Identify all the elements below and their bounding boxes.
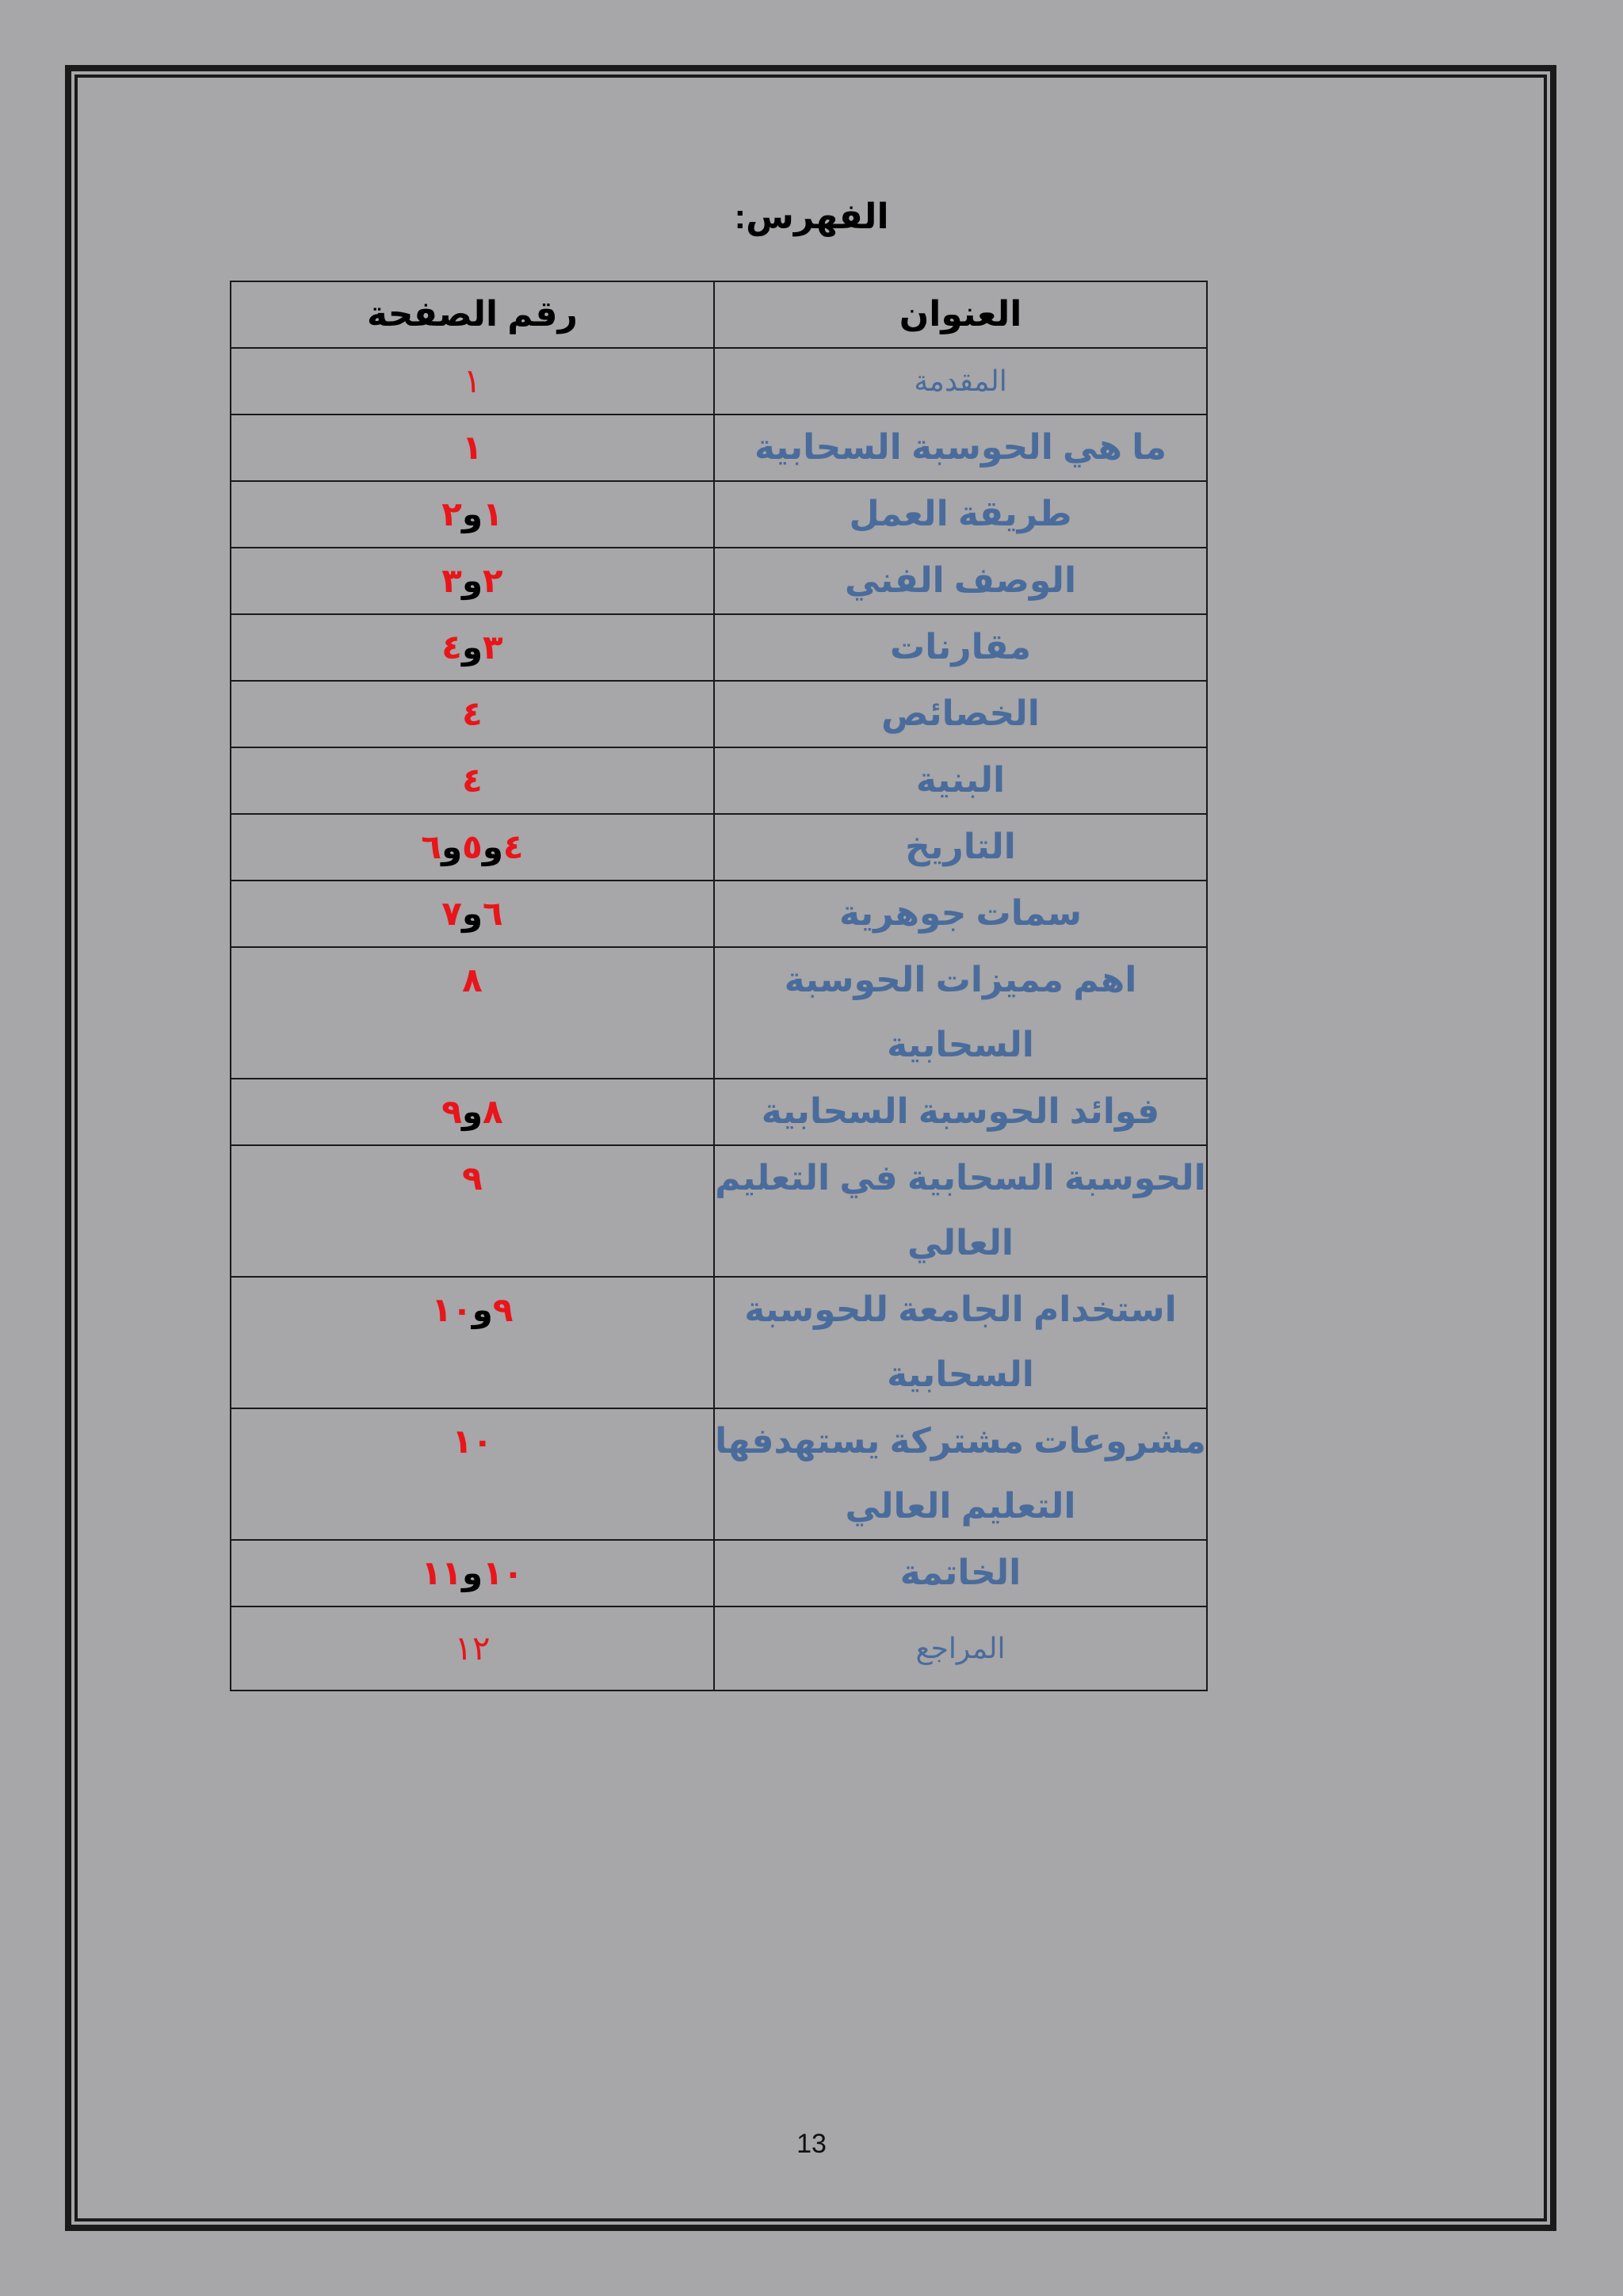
entry-title: ما هي الحوسبة السحابية [714, 415, 1207, 481]
page-separator: و [461, 628, 483, 666]
table-row [231, 681, 1207, 747]
table-row [231, 1606, 1207, 1690]
page-ref: ٩ [462, 1159, 483, 1197]
page-ref: ١٠ [431, 1291, 472, 1328]
table-row [231, 481, 1207, 548]
entry-title: مقارنات [714, 614, 1207, 681]
page-ref: ٧ [441, 895, 462, 932]
page-ref: ٦ [483, 895, 503, 932]
entry-pages [231, 415, 714, 481]
table-row [231, 747, 1207, 814]
page-ref: ٤ [502, 828, 524, 865]
page-ref: ١٠ [452, 1423, 493, 1460]
page-ref: ٤ [441, 628, 462, 666]
entry-title: المقدمة [714, 348, 1207, 415]
page-ref: ٩ [492, 1291, 514, 1328]
page-ref: ٢ [441, 495, 462, 533]
table-row [231, 814, 1207, 881]
entry-title: فوائد الحوسبة السحابية [714, 1079, 1207, 1145]
table-header-row [231, 281, 1207, 348]
header-page-number: رقم الصفحة [231, 281, 714, 348]
entry-pages [231, 348, 714, 415]
entry-title: سمات جوهرية [714, 881, 1207, 947]
entry-title: الوصف الفني [714, 548, 1207, 614]
page-separator: و [461, 562, 483, 599]
table-row [231, 348, 1207, 415]
table-of-contents [230, 281, 1208, 1691]
page-separator: و [461, 1554, 483, 1591]
table-row [231, 548, 1207, 614]
page-ref: ١ [463, 362, 482, 399]
page-separator: و [461, 495, 483, 533]
entry-title: الخاتمة [714, 1540, 1207, 1606]
entry-title: طريقة العمل [714, 481, 1207, 548]
entry-title: المراجع [714, 1606, 1207, 1690]
page-ref: ٣ [483, 628, 503, 666]
page-ref: ١٢ [454, 1629, 491, 1667]
entry-pages [231, 1408, 714, 1540]
entry-title: اهم مميزات الحوسبة السحابية [714, 947, 1207, 1079]
page-number: 13 [796, 2129, 827, 2159]
table-row [231, 1540, 1207, 1606]
table-row [231, 1277, 1207, 1408]
page-ref: ٤ [462, 695, 483, 732]
table-row [231, 947, 1207, 1079]
table-row [231, 1079, 1207, 1145]
entry-pages [231, 1079, 714, 1145]
page-separator: و [441, 828, 463, 865]
entry-title: الحوسبة السحابية في التعليم العالي [714, 1145, 1207, 1277]
page-ref: ٤ [462, 762, 483, 799]
table-row [231, 614, 1207, 681]
page-title: الفهرس: [734, 197, 889, 236]
table-row [231, 1408, 1207, 1540]
page-ref: ١٠ [483, 1554, 524, 1591]
page-separator: و [472, 1291, 493, 1328]
entry-pages [231, 548, 714, 614]
entry-pages [231, 681, 714, 747]
entry-title: مشروعات مشتركة يستهدفها التعليم العالي [714, 1408, 1207, 1540]
page-ref: ٥ [462, 828, 483, 865]
entry-title: الخصائص [714, 681, 1207, 747]
entry-pages [231, 814, 714, 881]
entry-title: البنية [714, 747, 1207, 814]
page-ref: ٩ [441, 1093, 462, 1130]
page-ref: ٣ [441, 562, 462, 599]
entry-pages [231, 1540, 714, 1606]
page-ref: ٢ [483, 562, 503, 599]
entry-pages [231, 881, 714, 947]
entry-title: استخدام الجامعة للحوسبة السحابية [714, 1277, 1207, 1408]
table-row [231, 1145, 1207, 1277]
page-ref: ١ [483, 495, 503, 533]
entry-pages [231, 614, 714, 681]
entry-pages [231, 1277, 714, 1408]
table-row [231, 415, 1207, 481]
table-row [231, 881, 1207, 947]
entry-pages [231, 747, 714, 814]
page-ref: ١ [462, 429, 483, 466]
entry-pages [231, 1145, 714, 1277]
page-separator: و [461, 1093, 483, 1130]
header-title: العنوان [714, 281, 1207, 348]
entry-pages [231, 481, 714, 548]
page-ref: ١١ [421, 1554, 462, 1591]
page-ref: ٦ [421, 828, 442, 865]
page-ref: ٨ [483, 1093, 503, 1130]
entry-pages [231, 1606, 714, 1690]
page-separator: و [461, 895, 483, 932]
entry-title: التاريخ [714, 814, 1207, 881]
page-ref: ٨ [462, 961, 483, 999]
page-separator: و [482, 828, 503, 865]
entry-pages [231, 947, 714, 1079]
